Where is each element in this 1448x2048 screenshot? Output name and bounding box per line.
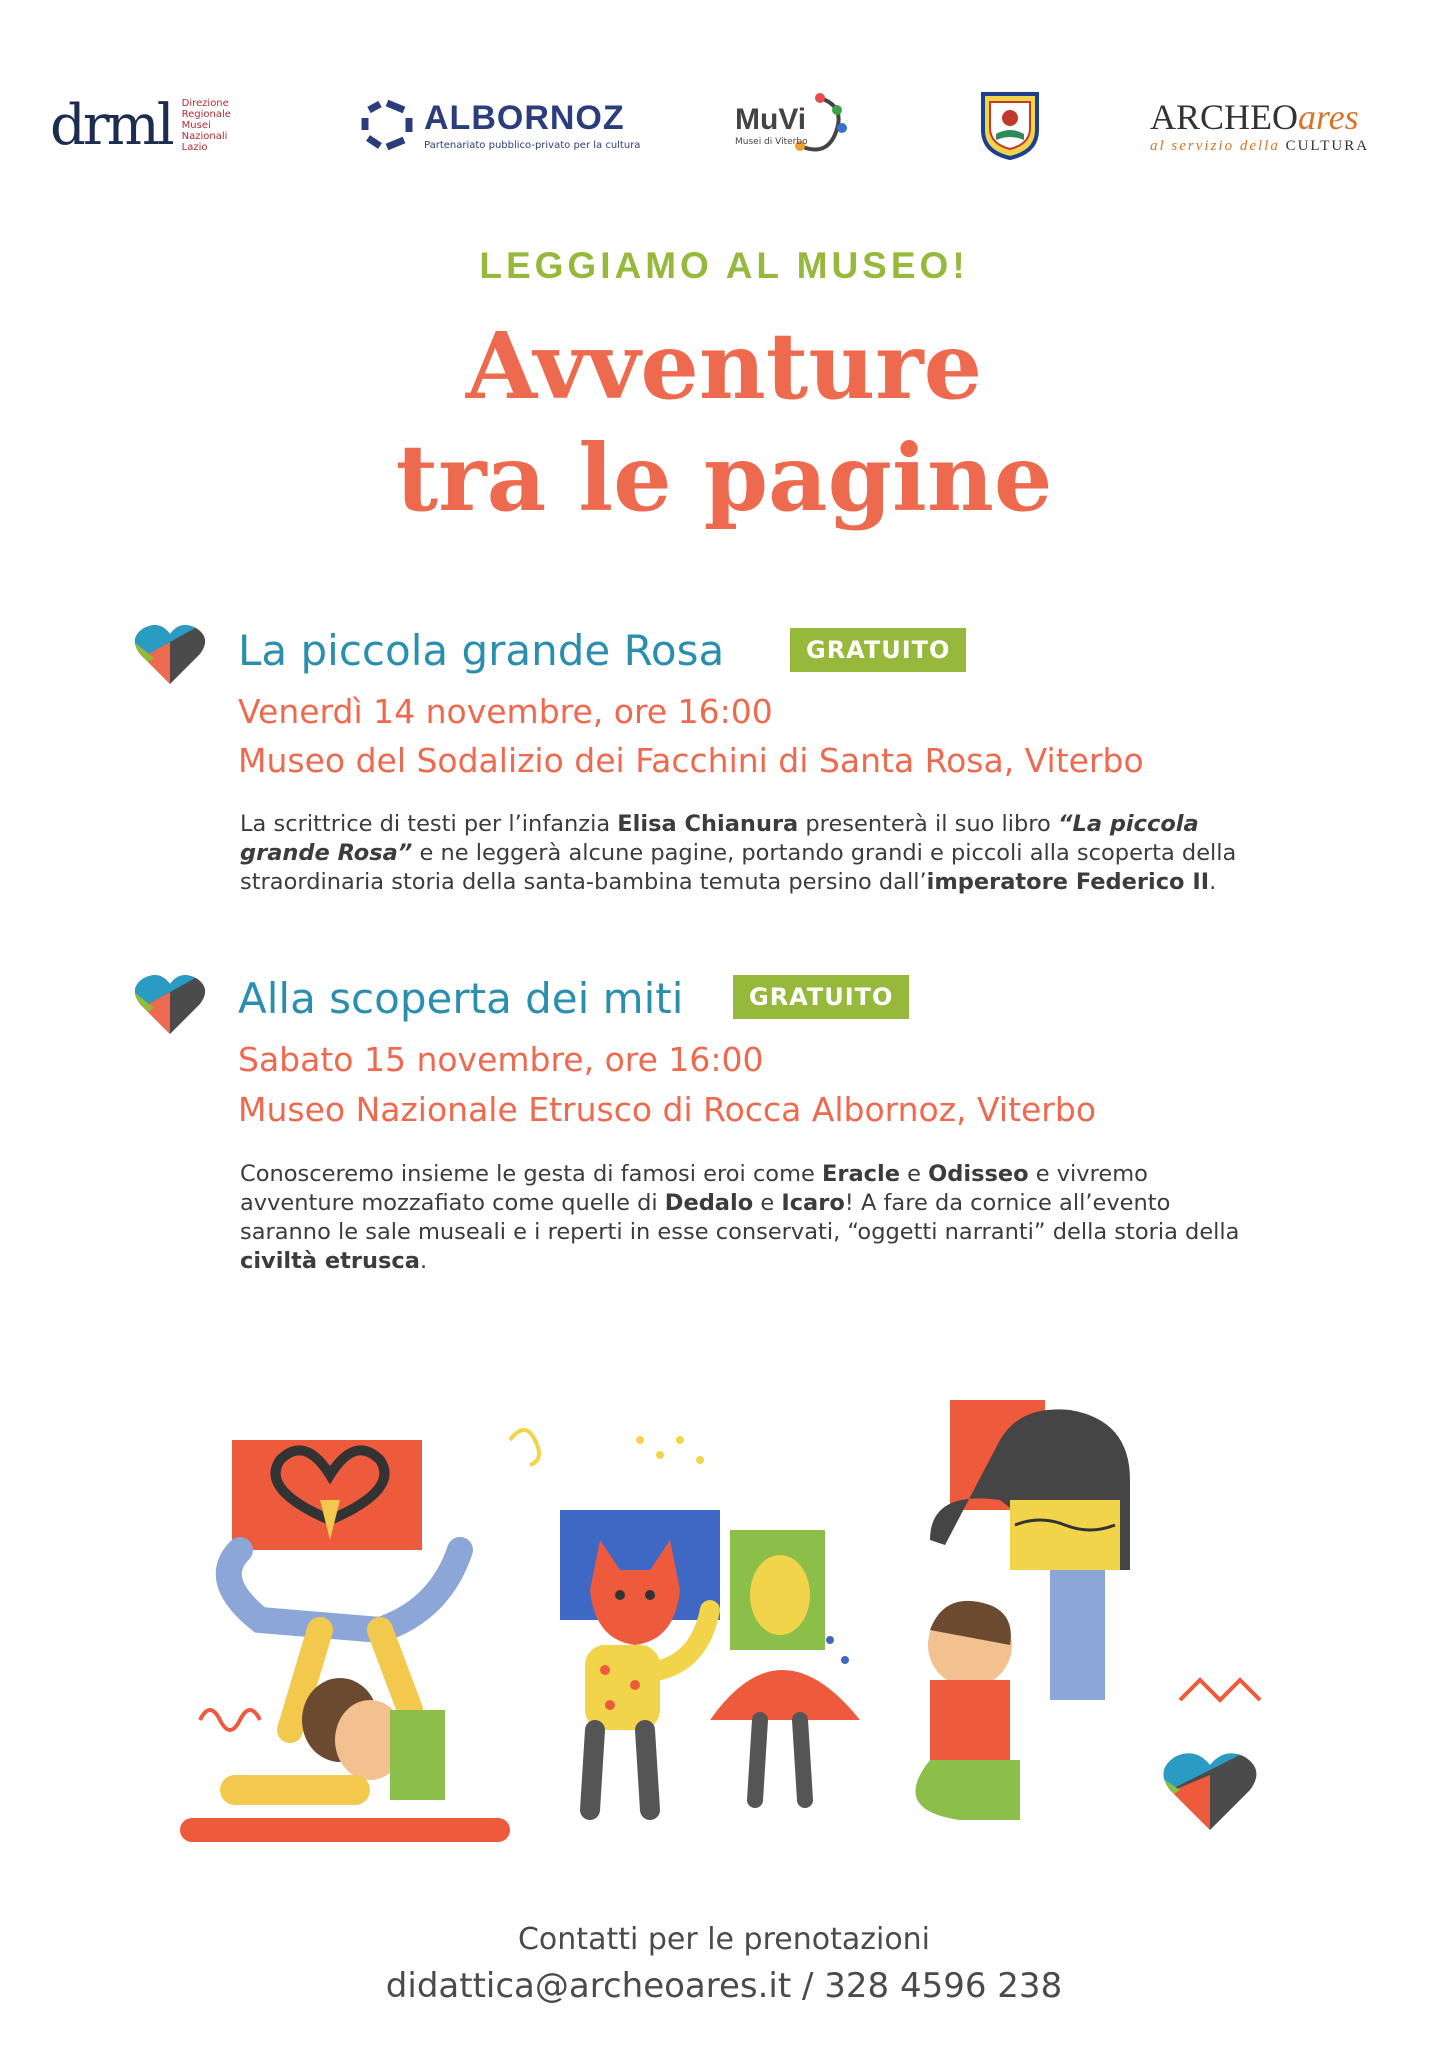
- muvi-logo-name: MuVi: [735, 103, 807, 136]
- drml-logo-mark: drml: [50, 92, 172, 158]
- viterbo-crest-logo: [980, 70, 1040, 180]
- event-2-description: Conosceremo insieme le gesta di famosi eroi come Eracle e Odisseo e vivremo avventure mozzafiato come quelle di Dedalo e Icaro! A fare da cornice all’evento saranno le sale museali e i reperti in esse conservati, “oggetti narranti” della storia della civiltà etrusca.: [240, 1161, 1240, 1274]
- archeoares-logo: [1150, 70, 1369, 180]
- muvi-logo-tagline: Musei di Viterbo: [735, 137, 808, 147]
- albornoz-logo: [360, 70, 640, 180]
- event-2-date: Sabato 15 novembre, ore 16:00: [238, 1040, 764, 1079]
- albornoz-ring-icon: [360, 98, 414, 152]
- event-1-title: La piccola grande Rosa: [238, 626, 725, 675]
- heart-icon: [1150, 1740, 1270, 1840]
- heart-icon: [134, 972, 206, 1036]
- contacts-label: Contatti per le prenotazioni: [517, 1922, 931, 1957]
- event-2-title: Alla scoperta dei miti: [238, 974, 684, 1023]
- crest-shield-icon: [980, 90, 1040, 160]
- reading-children-illustration: [170, 1380, 1300, 1860]
- drml-logo: [50, 70, 231, 180]
- muvi-logo: [735, 70, 850, 180]
- main-title: [0, 310, 1448, 534]
- main-title-line-1: Avventure: [465, 312, 983, 420]
- event-1-description: La scrittrice di testi per l’infanzia Elisa Chianura presenterà il suo libro “La piccola grande Rosa” e ne leggerà alcune pagine, portando grandi e piccoli alla scoperta della straordinaria storia della santa-bambina temuta persino dall’imperatore Federico II.: [240, 811, 1237, 895]
- albornoz-logo-tagline: Partenariato pubblico-privato per la cultura: [424, 140, 641, 151]
- logo-bar: [50, 70, 1400, 180]
- albornoz-logo-name: ALBORNOZ: [424, 99, 625, 137]
- event-2-free-badge: GRATUITO: [733, 975, 909, 1019]
- event-2-place: Museo Nazionale Etrusco di Rocca Albornoz, Viterbo: [238, 1090, 1097, 1129]
- drml-logo-subtitle: Direzione Regionale Musei Nazionali Lazio: [181, 97, 231, 153]
- event-1-free-badge: GRATUITO: [790, 628, 966, 672]
- event-1-place: Museo del Sodalizio dei Facchini di Santa Rosa, Viterbo: [238, 741, 1144, 780]
- event-1-date: Venerdì 14 novembre, ore 16:00: [238, 692, 773, 731]
- heart-icon: [134, 622, 206, 686]
- main-title-line-2: tra le pagine: [395, 424, 1053, 532]
- contacts-email-phone[interactable]: didattica@archeoares.it / 328 4596 238: [385, 1966, 1063, 2006]
- archeoares-logo-name: ARCHEOares: [1150, 96, 1359, 137]
- kicker-heading: LEGGIAMO AL MUSEO!: [479, 245, 969, 286]
- archeoares-logo-tagline: al servizio della CULTURA: [1150, 137, 1370, 154]
